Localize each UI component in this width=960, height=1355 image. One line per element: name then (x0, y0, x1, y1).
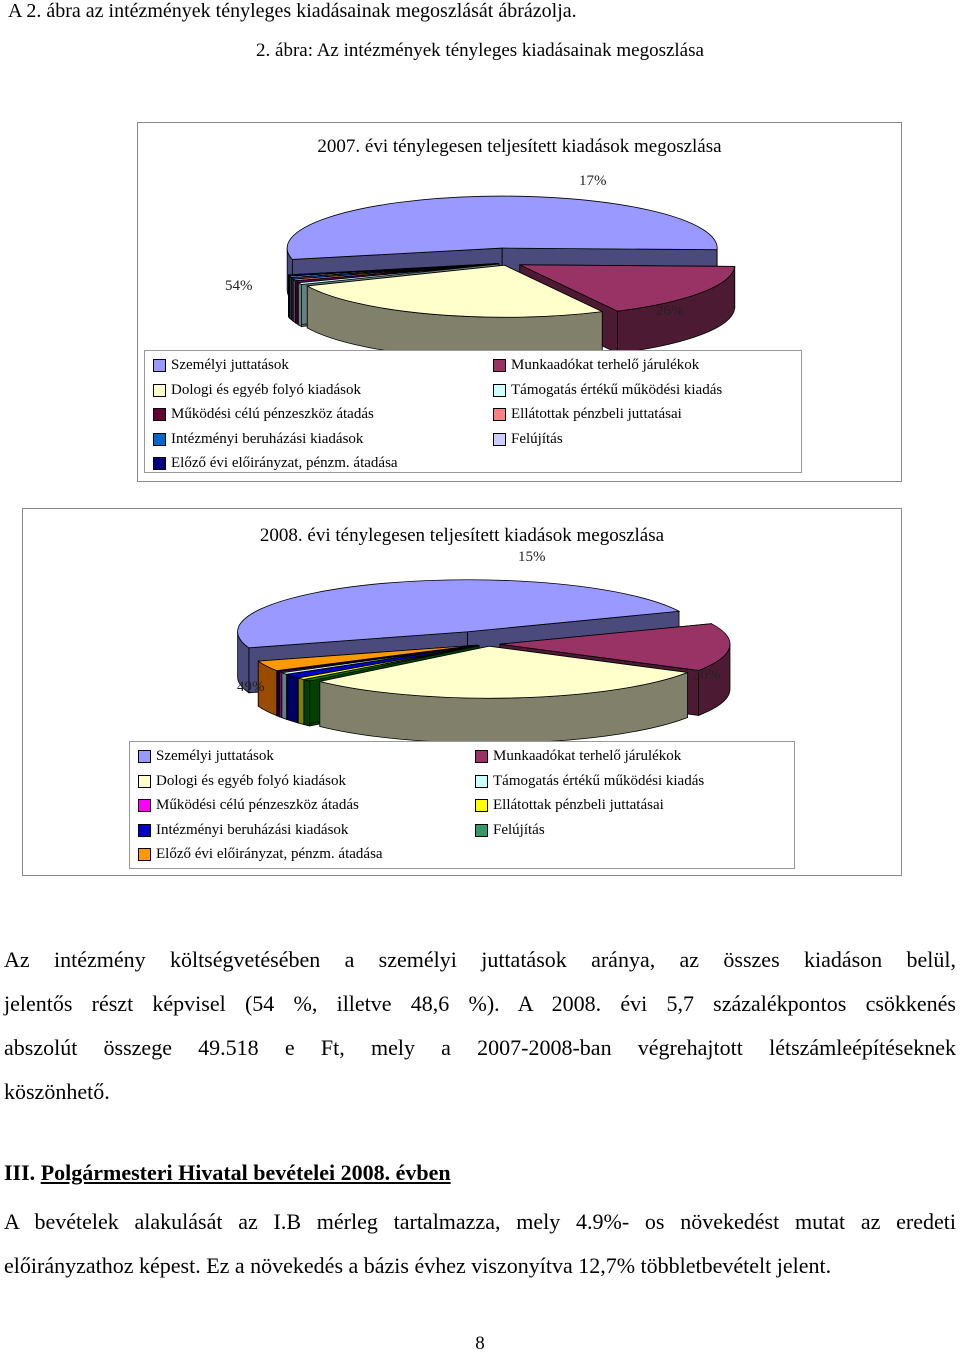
chart-2007-label-26: 26% (656, 303, 684, 319)
chart-2007-box (137, 122, 902, 482)
chart-2007-label-17: 17% (579, 173, 607, 189)
chart-2007-legend (144, 350, 802, 473)
chart-2008-label-30: 30% (693, 667, 721, 683)
legend-swatch (138, 824, 151, 837)
legend-label: Intézményi beruházási kiadások (156, 821, 349, 838)
legend-swatch (153, 384, 166, 397)
legend-label: Dologi és egyéb folyó kiadások (156, 772, 346, 789)
paragraph-2-line: A bevételek alakulását az I.B mérleg tartalmazza, mely 4.9%- os növekedést mutat az eredeti (4, 1209, 956, 1234)
intro-text: A 2. ábra az intézmények tényleges kiadásainak megoszlását ábrázolja. (8, 0, 577, 22)
legend-item (153, 406, 374, 423)
legend-label: Intézményi beruházási kiadások (171, 430, 364, 447)
paragraph-2 (4, 1200, 956, 1288)
chart-2007-label-54: 54% (225, 278, 253, 294)
legend-item (493, 357, 699, 374)
paragraph-2-line: előirányzathoz képest. Ez a növekedés a bázis évhez viszonyítva 12,7% többletbevételt jelent. (4, 1253, 832, 1278)
legend-swatch (493, 384, 506, 397)
legend-label: Felújítás (493, 821, 545, 838)
chart-2008-pie (23, 509, 901, 729)
legend-label: Előző évi előirányzat, pénzm. átadása (156, 846, 383, 862)
legend-label: Munkaadókat terhelő járulékok (493, 748, 682, 764)
chart-2007-pie (138, 123, 901, 353)
paragraph-1-line: köszönhető. (4, 1079, 110, 1104)
chart-2008-label-49: 49% (237, 679, 265, 695)
chart-2008-label-15: 15% (518, 549, 546, 565)
legend-label: Működési célú pénzeszköz átadás (171, 406, 374, 422)
section-heading (4, 1160, 451, 1186)
legend-swatch (493, 433, 506, 446)
legend-label: Személyi juttatások (171, 357, 289, 373)
legend-label: Ellátottak pénzbeli juttatásai (493, 797, 664, 813)
legend-swatch (138, 750, 151, 763)
legend-swatch (493, 359, 506, 372)
legend-item (153, 382, 361, 399)
chart-2008-legend (129, 741, 795, 869)
legend-label: Személyi juttatások (156, 748, 274, 764)
legend-item (153, 455, 398, 472)
figure-caption: 2. ábra: Az intézmények tényleges kiadásainak megoszlása (256, 40, 704, 61)
legend-label: Dologi és egyéb folyó kiadások (171, 381, 361, 398)
legend-item (475, 797, 664, 814)
section-title: Polgármesteri Hivatal bevételei 2008. évben (40, 1160, 451, 1185)
legend-label: Támogatás értékű működési kiadás (493, 772, 705, 789)
legend-swatch (475, 824, 488, 837)
legend-swatch (153, 408, 166, 421)
chart-2008-box (22, 508, 902, 876)
legend-label: Munkaadókat terhelő járulékok (511, 357, 700, 373)
paragraph-1 (4, 938, 956, 1114)
legend-swatch (138, 848, 151, 861)
legend-label: Előző évi előirányzat, pénzm. átadása (171, 455, 398, 471)
legend-swatch (153, 433, 166, 446)
legend-item (493, 406, 682, 423)
paragraph-1-line: Az intézmény költségvetésében a személyi juttatások aránya, az összes kiadáson belül, (4, 947, 956, 972)
legend-item (153, 357, 289, 374)
paragraph-1-line: abszolút összege 49.518 e Ft, mely a 2007-2008-ban végrehajtott létszámleépítéseknek (4, 1035, 956, 1060)
legend-label: Ellátottak pénzbeli juttatásai (511, 406, 682, 422)
legend-item (138, 773, 346, 790)
legend-item (153, 431, 363, 448)
section-number: III. (4, 1160, 36, 1185)
legend-swatch (153, 457, 166, 470)
legend-item (138, 822, 348, 839)
legend-swatch (153, 359, 166, 372)
legend-item (138, 797, 359, 814)
legend-swatch (475, 799, 488, 812)
legend-label: Működési célú pénzeszköz átadás (156, 797, 359, 813)
legend-label: Felújítás (511, 430, 563, 447)
legend-item (493, 431, 563, 448)
legend-swatch (475, 750, 488, 763)
legend-label: Támogatás értékű működési kiadás (511, 381, 723, 398)
chart-2007-title: 2007. évi ténylegesen teljesített kiadások megoszlása (317, 136, 722, 157)
legend-item (475, 748, 681, 765)
legend-item (475, 822, 545, 839)
legend-item (138, 846, 383, 863)
legend-swatch (138, 775, 151, 788)
legend-swatch (493, 408, 506, 421)
legend-item (138, 748, 274, 765)
legend-item (475, 773, 704, 790)
legend-swatch (475, 775, 488, 788)
chart-2008-title: 2008. évi ténylegesen teljesített kiadások megoszlása (259, 525, 665, 546)
paragraph-1-line: jelentős részt képvisel (54 %, illetve 48,6 %). A 2008. évi 5,7 százalékpontos csökkenés (4, 991, 956, 1016)
page-number: 8 (475, 1333, 485, 1354)
legend-swatch (138, 799, 151, 812)
legend-item (493, 382, 722, 399)
